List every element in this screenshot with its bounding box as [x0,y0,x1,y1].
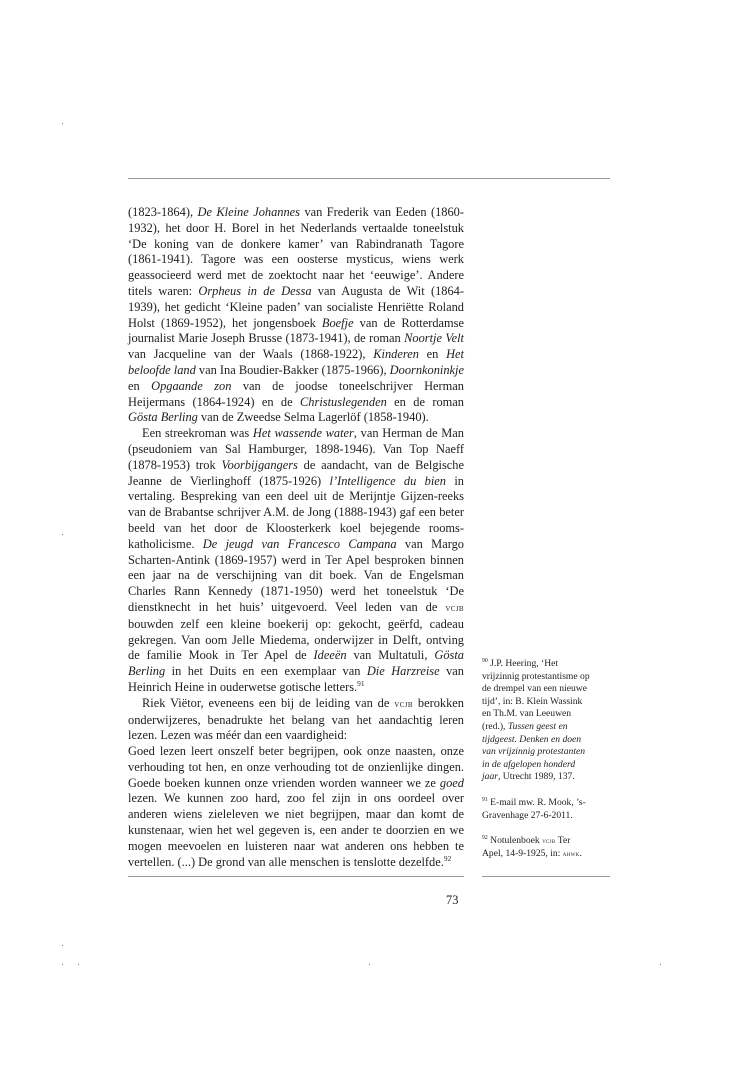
italic-text: Ideeën [313,648,347,663]
small-caps-text: ahwk [562,848,580,858]
text-run: . [579,847,582,859]
italic-text: goed [439,775,464,790]
text-run: lezen. We kunnen zoo hard, zoo fel zijn in ons oordeel over anderen wiens zieleleven we niet begrijpen, maar dan komt de kunstenaar, wien het wel gegeven is, een ander te doorzien en we mogen meevoelen en luisteren naar wat anderen ons hebben te vertellen. (...) De grond van alle menschen is tenslotte dezelfde. [128,791,464,869]
footnote-ref: 91 [482,796,488,803]
text-run: in vertaling. Bespreking van een deel uit de Merijntje Gijzen-reeks van de Brabantse schrijver A.M. de Jong (1888-1943) gaf een beter beeld van het door de Kloosterkerk koel bejegende rooms-katholicisme. [128,473,464,551]
page-number: 73 [446,893,459,907]
italic-text: Kinderen [373,347,419,362]
italic-text: Het beloofde land [128,347,464,377]
footnote-91 [482,797,590,822]
italic-text: Gösta Berling [128,648,464,679]
footer-rule-main [128,876,464,877]
text-run: E-mail mw. R. Mook, ’s-Gravenhage 27-6-2011. [482,796,586,821]
italic-text: l’Intelligence du bien [329,473,446,488]
italic-text: Orpheus in de Dessa [198,283,312,298]
text-run: Goed lezen leert onszelf beter begrijpen, ook onze naasten, onze verhouding tot hen, en onze verhouding tot de onzienlijke dingen. Goede boeken kunnen onze vrienden worden wanneer we ze [128,744,464,790]
print-mark [62,534,63,535]
italic-text: Gösta Berling [128,410,198,425]
text-run: Een streekroman was [142,426,253,441]
footnote-ref: 92 [482,834,488,841]
footnote-90 [482,658,590,784]
text-run: van Frederik van Eeden (1860-1932), het door H. Borel in het Nederlands vertaalde toneelstuk ‘De koning van de donkere kamer’ van Rabindranath Tagore (1861-1941). Tagore was een oosterse mysticus, wiens werk geassocieerd werd met de zoektocht naar het ‘eeuwige’. Andere titels waren: [128,205,464,298]
print-mark [78,964,79,965]
italic-text: Het wassende water [252,426,354,441]
text-run: en [128,378,152,393]
text-run: berokken onderwijzeres, benadrukte het belang van het aandachtig leren lezen. Lezen was méér dan een vaardigheid: [128,695,464,743]
main-text-column [128,205,464,870]
footer-rule-notes [482,876,610,877]
italic-text: Boefje [321,315,354,330]
block-quote [128,744,464,870]
print-mark [660,964,661,965]
text-run: van Margo Scharten-Antink (1869-1957) werd in Ter Apel besproken binnen een jaar na de verschijning van dit boek. Van de Engelsman Charles Rann Kennedy (1871-1950) werd het toneelstuk ‘De dienstknecht in het huis’ uitgevoerd. Veel leden van de [128,536,464,614]
italic-text: Die Harzreise [366,664,440,679]
text-run: van de joodse toneelschrijver Herman Heijermans (1864-1924) en de [128,378,464,409]
text-run: bouwden zelf een kleine boekerij op: gekocht, geërfd, cadeau gekregen. Van oom Jelle Miedema, onderwijzer in Delft, ontving de familie Mook in Ter Apel de [128,616,464,663]
small-caps-text: vcjb [445,602,464,614]
text-run: , Utrecht 1989, 137. [498,771,575,783]
italic-text: Tussen geest en tijdgeest. Denken en doen van vrijzinnig protestanten in de afgelopen honderd jaar [482,720,586,783]
footnote-ref: 90 [482,657,488,664]
text-run: van Heinrich Heine in ouderwetse gotische letters. [128,664,464,694]
text-run: van Augusta de Wit (1864-1939), het gedicht ‘Kleine paden’ van socialiste Henriëtte Roland Holst (1869-1952), het jongensboek [128,283,465,330]
print-mark [62,123,63,124]
text-run: van de Rotterdamse journalist Marie Joseph Brusse (1873-1941), de roman [128,315,464,346]
text-run: (1823-1864), [128,205,198,219]
header-rule [128,178,610,179]
italic-text: Opgaande zon [151,378,232,393]
text-run: J.P. Heering, ‘Het vrijzinnig protestantisme op de drempel van een nieuwe tijd’, in: B. Klein Wassink en Th.M. van Leeuwen (red.), [482,658,590,732]
italic-text: Doornkoninkje [389,362,464,377]
small-caps-text: vcjb [394,698,413,710]
paragraph [128,696,464,744]
text-run: van Multatuli, [346,648,435,663]
italic-text: De Kleine Johannes [197,205,300,219]
print-mark [62,945,63,946]
text-run: van Jacqueline van der Waals (1868-1922), [128,347,374,362]
italic-text: Christuslegenden [300,394,387,409]
text-run: Ter Apel, 14-9-1925, in: [482,835,571,859]
text-run: , van Herman de Man (pseudoniem van Sal Hamburger, 1898-1946). Van Top Naeff (1878-1953) trok [128,426,464,472]
italic-text: Voorbijgangers [221,457,298,472]
footnotes-column [482,658,590,873]
text-run: en [418,347,447,362]
text-run: Notulenboek [487,835,543,847]
small-caps-text: vcjb [542,836,556,846]
paragraph [128,426,464,696]
footnote-92 [482,835,590,860]
text-run: in het Duits en een exemplaar van [165,664,367,679]
text-run: de aandacht, van de Belgische Jeanne de Vierlinghoff (1875-1926) [128,457,464,488]
italic-text: De jeugd van Francesco Campana [202,536,397,551]
text-run: Riek Viëtor, eveneens een bij de leiding van de [142,695,395,710]
paragraph [128,205,464,426]
print-mark [62,964,63,965]
footnote-ref: 91 [357,678,365,688]
print-mark [369,964,370,965]
text-run: en de roman [386,394,464,409]
italic-text: Noortje Velt [404,331,464,346]
footnote-ref: 92 [443,853,452,863]
text-run: van de Zweedse Selma Lagerlöf (1858-1940). [197,410,429,425]
text-run: van Ina Boudier-Bakker (1875-1966), [195,362,390,377]
